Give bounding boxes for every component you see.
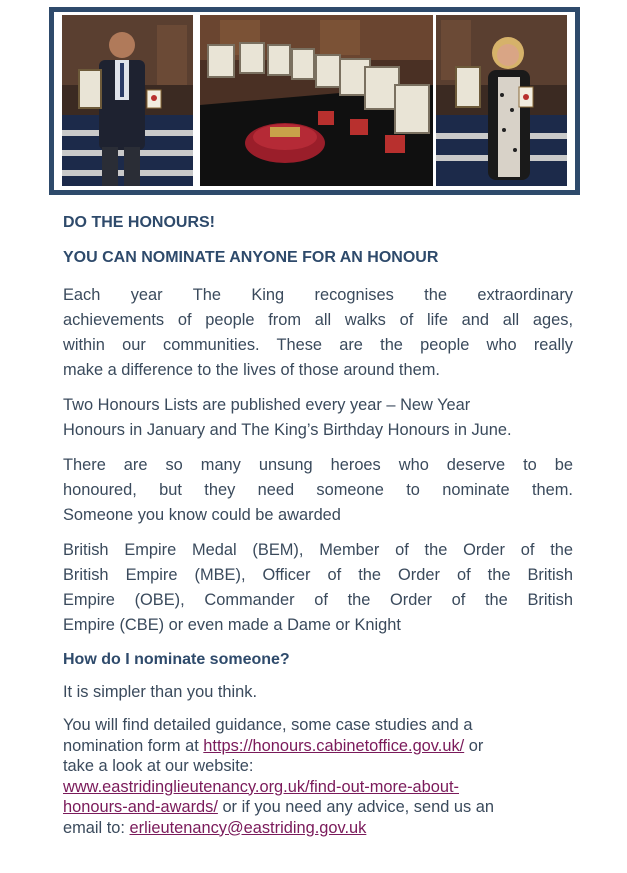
guidance-line-6 xyxy=(63,818,573,839)
photo-banner xyxy=(49,7,580,195)
guidance-text: nomination form at xyxy=(63,736,204,755)
paragraph-king-recognises xyxy=(63,283,573,383)
paragraph-line: Two Honours Lists are published every year – New Year xyxy=(63,396,471,414)
photo-certificates-display xyxy=(200,15,433,186)
paragraph-simpler: It is simpler than you think. xyxy=(63,683,258,701)
guidance-text: or xyxy=(464,736,484,755)
guidance-text: email to: xyxy=(63,818,130,837)
heading-how-to-nominate: How do I nominate someone? xyxy=(63,651,290,668)
paragraph-line: Someone you know could be awarded xyxy=(63,506,341,524)
paragraph-award-types xyxy=(63,538,573,638)
paragraph-line: within our communities. These are the people who really xyxy=(63,336,573,354)
email-link[interactable]: erlieutenancy@eastriding.gov.uk xyxy=(129,818,367,837)
guidance-text: or if you need any advice, send us an xyxy=(217,798,494,816)
heading-nominate-anyone: YOU CAN NOMINATE ANYONE FOR AN HONOUR xyxy=(63,249,439,266)
cabinet-office-link[interactable]: https://honours.cabinetoffice.gov.uk/ xyxy=(203,736,465,755)
guidance-line-4 xyxy=(63,777,573,798)
guidance-line-3: take a look at our website: xyxy=(63,757,254,775)
paragraph-line: Empire (OBE), Commander of the Order of the British xyxy=(63,591,573,609)
lieutenancy-website-link-continued[interactable]: honours-and-awards/ xyxy=(63,798,218,816)
paragraph-line: Empire (CBE) or even made a Dame or Knight xyxy=(63,616,401,634)
paragraph-line: There are so many unsung heroes who deserve to be xyxy=(63,456,573,474)
paragraph-unsung-heroes xyxy=(63,453,573,528)
paragraph-line: achievements of people from all walks of life and all ages, xyxy=(63,311,573,329)
paragraph-line: Honours in January and The King’s Birthday Honours in June. xyxy=(63,421,512,439)
photo-banner-inner xyxy=(54,12,575,190)
paragraph-line: Each year The King recognises the extraordinary xyxy=(63,286,573,304)
guidance-line-2 xyxy=(63,736,573,757)
paragraph-line: honoured, but they need someone to nominate them. xyxy=(63,481,573,499)
photo-man-with-certificate xyxy=(62,15,193,186)
heading-do-the-honours: DO THE HONOURS! xyxy=(63,214,215,231)
photo-woman-with-certificate xyxy=(436,15,567,186)
guidance-line-5 xyxy=(63,797,573,818)
paragraph-honours-lists xyxy=(63,393,573,443)
paragraph-guidance xyxy=(63,715,573,838)
lieutenancy-website-link[interactable]: www.eastridinglieutenancy.org.uk/find-out-more-about- xyxy=(63,777,459,796)
guidance-line-1: You will find detailed guidance, some case studies and a xyxy=(63,716,473,734)
paragraph-line: British Empire (MBE), Officer of the Order of the British xyxy=(63,566,573,584)
paragraph-line: British Empire Medal (BEM), Member of the Order of the xyxy=(63,541,573,559)
paragraph-line: make a difference to the lives of those around them. xyxy=(63,361,440,379)
